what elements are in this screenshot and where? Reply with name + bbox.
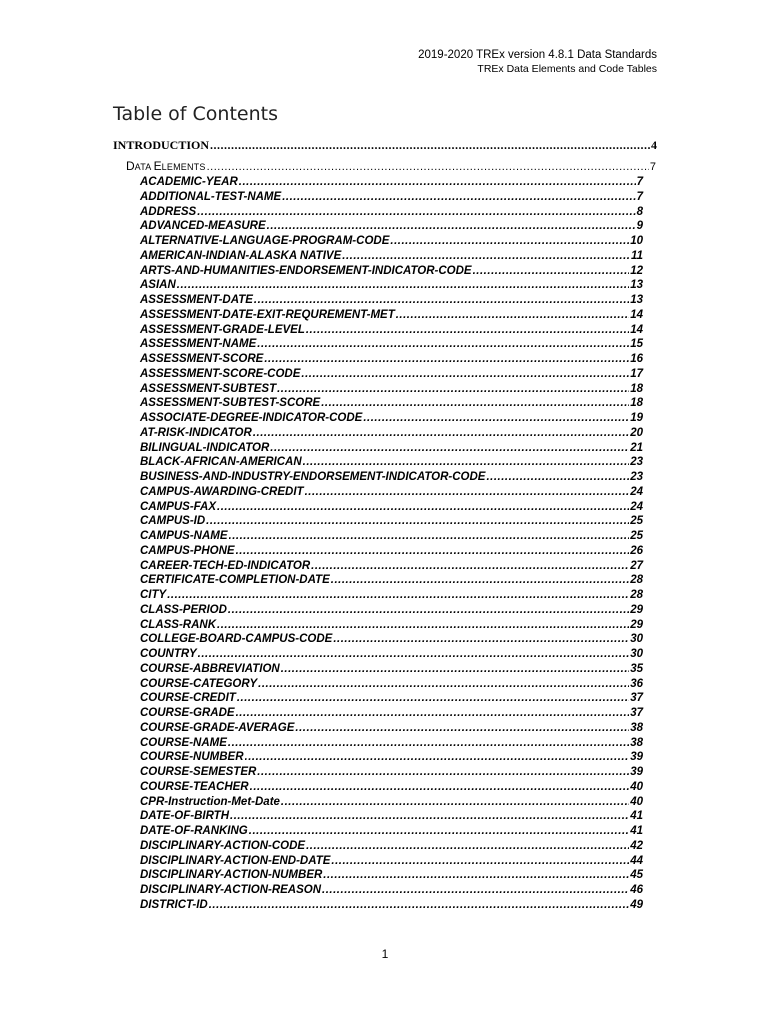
toc-entry-page: 45 (630, 869, 643, 882)
toc-entry[interactable] (140, 234, 643, 249)
toc-entry-label: COURSE-CATEGORY (140, 677, 258, 690)
toc-entry[interactable] (140, 898, 643, 913)
toc-leader-dots (257, 765, 629, 780)
toc-entry-page: 16 (630, 353, 643, 365)
toc-entry-page: 40 (630, 795, 643, 808)
toc-entry[interactable] (140, 750, 643, 765)
toc-leader-dots (321, 396, 629, 411)
toc-leader-dots (250, 780, 630, 795)
toc-entry-page: 36 (630, 677, 643, 690)
toc-leader-dots (331, 573, 629, 588)
toc-leader-dots (281, 795, 629, 810)
toc-leader-dots (198, 647, 630, 662)
toc-leader-dots (305, 485, 630, 500)
toc-entry-page: 7 (636, 176, 643, 188)
toc-entry[interactable] (140, 854, 643, 869)
toc-entry-page: 42 (630, 839, 643, 852)
toc-entry[interactable] (140, 426, 643, 441)
toc-entry-label: CAMPUS-PHONE (140, 544, 235, 557)
toc-entry[interactable] (140, 868, 643, 883)
toc-leader-dots (281, 662, 629, 677)
toc-entry-page: 14 (630, 308, 643, 321)
toc-entry-label: DISCIPLINARY-ACTION-REASON (140, 884, 322, 896)
toc-entry[interactable] (140, 839, 643, 854)
toc-entry-label: DISCIPLINARY-ACTION-END-DATE (140, 854, 331, 867)
toc-entry-label: BILINGUAL-INDICATOR (140, 441, 270, 454)
toc-entry-label: ASSESSMENT-SCORE (140, 353, 264, 365)
toc-entry-page: 49 (630, 898, 643, 911)
toc-entry-label: COURSE-GRADE-AVERAGE (140, 721, 295, 734)
toc-leader-dots (258, 677, 629, 692)
toc-entry-label: CAMPUS-AWARDING-CREDIT (140, 485, 304, 498)
toc-entry-page: 26 (630, 544, 643, 557)
toc-entry-label: INTRODUCTION (113, 138, 210, 152)
toc-entry[interactable] (140, 809, 643, 824)
toc-entry[interactable] (140, 824, 643, 839)
toc-entry-page: 11 (631, 249, 643, 262)
toc-entry-label: COURSE-ABBREVIATION (140, 662, 280, 675)
toc-entry-page: 37 (630, 707, 643, 719)
toc-leader-dots (282, 190, 635, 205)
toc-leader-dots (264, 352, 629, 367)
toc-entry-label: BLACK-AFRICAN-AMERICAN (140, 456, 302, 469)
toc-leader-dots (197, 205, 635, 220)
toc-entry[interactable] (140, 603, 643, 618)
toc-entry-page: 44 (630, 854, 643, 867)
toc-entry[interactable] (140, 706, 643, 721)
toc-entry[interactable] (140, 470, 643, 485)
toc-entry-label: ASSESSMENT-SCORE-CODE (140, 367, 301, 380)
toc-entry-page: 39 (630, 751, 643, 764)
toc-entry-label: CLASS-PERIOD (140, 603, 227, 616)
toc-entry-page: 40 (630, 780, 643, 793)
toc-entry-page: 9 (636, 220, 643, 233)
toc-entry-page: 14 (630, 323, 643, 336)
toc-entry-page: 25 (630, 530, 643, 542)
toc-entry[interactable] (140, 647, 643, 662)
toc-entry[interactable] (140, 765, 643, 780)
toc-entry-page: 4 (651, 138, 657, 152)
toc-entry-page: 29 (630, 618, 643, 631)
toc-leader-dots (486, 470, 629, 485)
toc-entry[interactable] (140, 662, 643, 677)
toc-leader-dots (390, 234, 629, 249)
toc-entry[interactable] (140, 205, 643, 220)
toc-entry-page: 10 (630, 235, 643, 247)
toc-entry-label: CAMPUS-NAME (140, 530, 228, 542)
toc-leader-dots (236, 706, 630, 721)
toc-entry-page: 38 (630, 736, 643, 749)
toc-entry[interactable] (140, 677, 643, 692)
toc-entry-page: 28 (630, 589, 643, 601)
toc-entry-page: 30 (630, 633, 643, 646)
toc-entry-page: 35 (630, 662, 643, 675)
toc-entry-label: COURSE-SEMESTER (140, 766, 257, 778)
toc-entry-label: ASSESSMENT-DATE-EXIT-REQUREMENT-MET (140, 308, 395, 321)
toc-entry-page: 7 (649, 161, 656, 173)
toc-entry-page: 39 (630, 766, 643, 778)
toc-entry-introduction[interactable] (113, 137, 657, 153)
toc-entry-label: AT-RISK-INDICATOR (140, 426, 252, 439)
toc-entry[interactable] (140, 485, 643, 500)
toc-entry[interactable] (140, 293, 643, 308)
toc-entry[interactable] (140, 264, 643, 279)
toc-leader-dots (207, 160, 649, 175)
toc-entry-page: 17 (630, 367, 643, 380)
toc-leader-dots (177, 278, 629, 293)
toc-entry-label: AMERICAN-INDIAN-ALASKA NATIVE (140, 249, 342, 262)
toc-leader-dots (206, 514, 629, 529)
toc-entry-page: 19 (630, 412, 643, 424)
toc-leader-dots (257, 337, 629, 352)
toc-leader-dots (333, 632, 629, 647)
toc-element-list (140, 175, 643, 913)
toc-entry-label: COURSE-NUMBER (140, 751, 244, 764)
toc-entry-page: 30 (630, 648, 643, 660)
toc-entry-page: 18 (630, 382, 643, 395)
toc-entry-label: ASSESSMENT-GRADE-LEVEL (140, 323, 305, 336)
toc-entry-label: BUSINESS-AND-INDUSTRY-ENDORSEMENT-INDICATOR-CODE (140, 471, 486, 483)
toc-entry-page: 21 (630, 441, 643, 454)
toc-leader-dots (245, 750, 630, 765)
toc-entry-label: ASSESSMENT-SUBTEST (140, 382, 277, 395)
toc-entry[interactable] (140, 721, 643, 736)
toc-entry-label: DATE-OF-BIRTH (140, 810, 230, 823)
toc-entry-page: 27 (630, 559, 643, 572)
toc-entry-data-elements[interactable] (126, 159, 656, 175)
toc-entry-label: COURSE-CREDIT (140, 692, 236, 705)
toc-entry[interactable] (140, 514, 643, 529)
toc-leader-dots (230, 809, 629, 824)
toc-entry-page: 15 (630, 338, 643, 351)
toc-entry-page: 18 (630, 397, 643, 410)
toc-entry-label: DATE-OF-RANKING (140, 825, 248, 837)
toc-entry-label: DISTRICT-ID (140, 898, 208, 911)
toc-entry-label: ADDITIONAL-TEST-NAME (140, 190, 282, 203)
toc-entry-page: 24 (630, 485, 643, 498)
toc-leader-dots (254, 293, 629, 308)
toc-entry[interactable] (140, 382, 643, 397)
toc-leader-dots (270, 441, 629, 456)
toc-entry-label: COUNTRY (140, 648, 197, 660)
toc-entry[interactable] (140, 588, 643, 603)
toc-leader-dots (311, 559, 629, 574)
toc-entry[interactable] (140, 278, 643, 293)
toc-entry-page: 41 (630, 810, 643, 823)
toc-leader-dots (209, 898, 629, 913)
toc-leader-dots (363, 411, 629, 426)
header-title: 2019-2020 TREx version 4.8.1 Data Standards (418, 49, 657, 61)
toc-entry[interactable] (140, 190, 643, 205)
toc-entry[interactable] (140, 323, 643, 338)
toc-entry[interactable] (140, 175, 643, 190)
toc-leader-dots (396, 308, 629, 323)
toc-leader-dots (323, 868, 629, 883)
toc-entry-page: 23 (630, 471, 643, 483)
toc-entry-page: 12 (630, 264, 643, 277)
toc-entry-label: DISCIPLINARY-ACTION-CODE (140, 839, 306, 852)
toc-entry-label: CAMPUS-FAX (140, 500, 217, 513)
toc-entry-label: COLLEGE-BOARD-CAMPUS-CODE (140, 633, 333, 646)
toc-entry-label: COURSE-NAME (140, 736, 227, 749)
toc-entry[interactable] (140, 367, 643, 382)
toc-entry-label: ASSESSMENT-DATE (140, 294, 253, 306)
toc-leader-dots (249, 824, 629, 839)
toc-entry-page: 13 (630, 279, 643, 292)
toc-entry[interactable] (140, 500, 643, 515)
toc-leader-dots (303, 455, 630, 470)
toc-leader-dots (301, 367, 629, 382)
toc-entry-label: COURSE-TEACHER (140, 780, 249, 793)
toc-leader-dots (342, 249, 630, 264)
toc-entry[interactable] (140, 544, 643, 559)
toc-leader-dots (236, 544, 630, 559)
toc-leader-dots (295, 721, 629, 736)
toc-entry[interactable] (140, 337, 643, 352)
toc-entry-page: 8 (636, 205, 643, 218)
toc-leader-dots (210, 137, 650, 153)
toc-entry-page: 7 (636, 190, 643, 203)
toc-entry[interactable] (140, 396, 643, 411)
toc-entry-label: ARTS-AND-HUMANITIES-ENDORSEMENT-INDICATOR-CODE (140, 264, 472, 277)
toc-entry-label: CERTIFICATE-COMPLETION-DATE (140, 574, 330, 587)
toc-entry-page: 29 (630, 603, 643, 616)
toc-entry-page: 13 (630, 294, 643, 306)
toc-entry[interactable] (140, 883, 643, 898)
toc-entry-label: DATA ELEMENTS (126, 159, 206, 173)
page-number: 1 (381, 947, 389, 961)
toc-entry-label: ASSESSMENT-NAME (140, 338, 257, 351)
toc-entry-label: ADVANCED-MEASURE (140, 220, 266, 233)
page-header (418, 48, 657, 76)
toc-entry-label: ADDRESS (140, 205, 197, 218)
toc-entry[interactable] (140, 795, 643, 810)
toc-entry-page: 38 (630, 721, 643, 734)
toc-entry[interactable] (140, 455, 643, 470)
toc-entry-label: CLASS-RANK (140, 618, 217, 631)
toc-entry[interactable] (140, 780, 643, 795)
toc-entry-page: 23 (630, 456, 643, 469)
toc-leader-dots (217, 500, 629, 515)
toc-leader-dots (473, 264, 630, 279)
toc-leader-dots (306, 839, 629, 854)
toc-entry-label: CPR-Instruction-Met-Date (140, 795, 280, 808)
toc-entry[interactable] (140, 632, 643, 647)
toc-entry-page: 37 (630, 692, 643, 705)
toc-entry-page: 24 (630, 500, 643, 513)
toc-leader-dots (217, 618, 629, 633)
toc-leader-dots (228, 603, 629, 618)
toc-leader-dots (229, 529, 630, 544)
toc-entry[interactable] (140, 441, 643, 456)
toc-entry-label: DISCIPLINARY-ACTION-NUMBER (140, 869, 323, 882)
toc-entry-label: ASSESSMENT-SUBTEST-SCORE (140, 397, 321, 410)
toc-entry-label: ASSOCIATE-DEGREE-INDICATOR-CODE (140, 412, 363, 424)
toc-entry[interactable] (140, 618, 643, 633)
toc-entry-page: 46 (630, 884, 643, 896)
toc-entry-label: ASIAN (140, 279, 176, 292)
toc-entry[interactable] (140, 529, 643, 544)
header-subtitle: TREx Data Elements and Code Tables (477, 63, 657, 75)
toc-entry-label: ALTERNATIVE-LANGUAGE-PROGRAM-CODE (140, 235, 390, 247)
toc-entry[interactable] (140, 249, 643, 264)
toc-entry[interactable] (140, 411, 643, 426)
toc-entry-label: CITY (140, 589, 167, 601)
toc-entry[interactable] (140, 308, 643, 323)
toc-leader-dots (237, 691, 629, 706)
toc-entry-page: 41 (630, 825, 643, 837)
toc-entry-label: COURSE-GRADE (140, 707, 235, 719)
toc-entry-label: CAREER-TECH-ED-INDICATOR (140, 559, 311, 572)
toc-entry[interactable] (140, 219, 643, 234)
toc-entry[interactable] (140, 352, 643, 367)
toc-entry[interactable] (140, 691, 643, 706)
toc-leader-dots (267, 219, 636, 234)
toc-leader-dots (228, 736, 629, 751)
toc-leader-dots (167, 588, 629, 603)
toc-entry-label: CAMPUS-ID (140, 515, 206, 528)
toc-entry-label: ACADEMIC-YEAR (140, 176, 238, 188)
toc-leader-dots (239, 175, 636, 190)
toc-leader-dots (322, 883, 629, 898)
toc-entry-page: 20 (630, 426, 643, 439)
toc-entry[interactable] (140, 559, 643, 574)
toc-leader-dots (306, 323, 629, 338)
toc-entry[interactable] (140, 573, 643, 588)
toc-heading: Table of Contents (113, 103, 278, 125)
toc-leader-dots (277, 382, 629, 397)
toc-leader-dots (253, 426, 629, 441)
toc-entry[interactable] (140, 736, 643, 751)
toc-leader-dots (331, 854, 629, 869)
toc-entry-page: 25 (630, 515, 643, 528)
toc-entry-page: 28 (630, 574, 643, 587)
